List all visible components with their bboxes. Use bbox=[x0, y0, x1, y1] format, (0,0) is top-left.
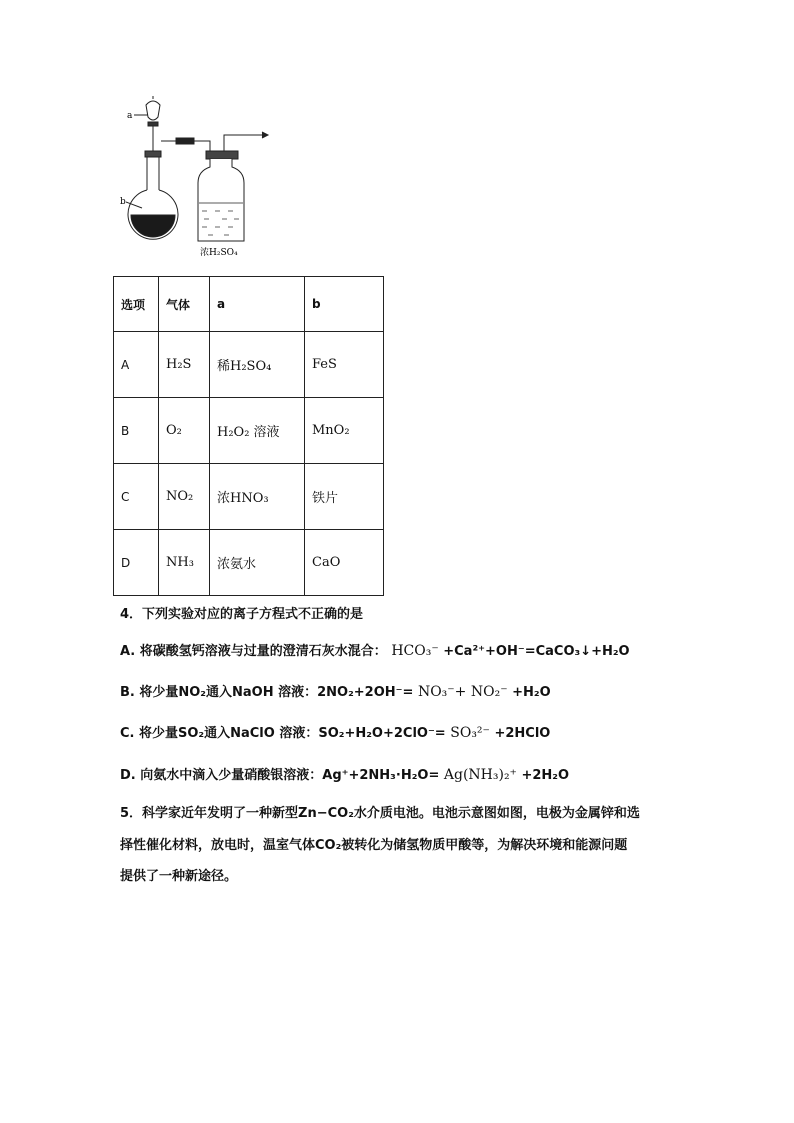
table-row bbox=[114, 398, 384, 464]
row-gas: NH₃ bbox=[159, 530, 210, 596]
option-d-formula: Ag(NH₃)₂⁺ bbox=[443, 767, 517, 783]
question-5-line-2: 择性催化材料，放电时，温室气体CO₂被转化为储氢物质甲酸等，为解决环境和能源问题 bbox=[120, 838, 628, 853]
question-4-stem: 4．下列实验对应的离子方程式不正确的是 bbox=[120, 607, 364, 622]
question-4-option-d bbox=[120, 764, 569, 783]
option-d-rest: +2H₂O bbox=[521, 768, 570, 783]
question-5-line-3: 提供了一种新途径。 bbox=[120, 869, 238, 884]
option-c-formula: SO₃²⁻ bbox=[450, 725, 490, 741]
row-gas: H₂S bbox=[159, 332, 210, 398]
row-a: 浓HNO₃ bbox=[210, 464, 305, 530]
figure-label-b: b bbox=[120, 197, 126, 207]
options-table bbox=[113, 276, 384, 596]
table-row bbox=[114, 464, 384, 530]
option-a-formula: HCO₃⁻ bbox=[391, 643, 439, 659]
option-c-text: C. 将少量SO₂通入NaClO 溶液：SO₂+H₂O+2ClO⁻= bbox=[120, 726, 446, 741]
row-a: 浓氨水 bbox=[210, 530, 305, 596]
option-b-rest: +H₂O bbox=[512, 685, 551, 700]
row-gas: O₂ bbox=[159, 398, 210, 464]
question-4-option-c bbox=[120, 722, 550, 741]
header-b: b bbox=[305, 277, 384, 332]
gas-apparatus-diagram bbox=[118, 95, 278, 260]
table-row bbox=[114, 332, 384, 398]
row-option: A bbox=[114, 332, 159, 398]
option-b-formula: NO₃⁻+ NO₂⁻ bbox=[417, 684, 508, 700]
option-a-rest: +Ca²⁺+OH⁻=CaCO₃↓+H₂O bbox=[443, 644, 630, 659]
header-option: 选项 bbox=[114, 277, 159, 332]
row-option: C bbox=[114, 464, 159, 530]
header-gas: 气体 bbox=[159, 277, 210, 332]
option-b-text: B. 将少量NO₂通入NaOH 溶液：2NO₂+2OH⁻= bbox=[120, 685, 414, 700]
question-4-option-a bbox=[120, 640, 630, 659]
table-header-row bbox=[114, 277, 384, 332]
row-gas: NO₂ bbox=[159, 464, 210, 530]
row-b: CaO bbox=[305, 530, 384, 596]
table-row bbox=[114, 530, 384, 596]
row-b: 铁片 bbox=[305, 464, 384, 530]
option-a-text: A. 将碳酸氢钙溶液与过量的澄清石灰水混合： bbox=[120, 644, 387, 659]
row-b: FeS bbox=[305, 332, 384, 398]
row-option: B bbox=[114, 398, 159, 464]
header-a: a bbox=[210, 277, 305, 332]
row-a: 稀H₂SO₄ bbox=[210, 332, 305, 398]
figure-label-a: a bbox=[127, 111, 133, 121]
question-4-option-b bbox=[120, 681, 551, 700]
option-d-text: D. 向氨水中滴入少量硝酸银溶液：Ag⁺+2NH₃·H₂O= bbox=[120, 768, 440, 783]
question-5-line-1: 5．科学家近年发明了一种新型Zn−CO₂水介质电池。电池示意图如图，电极为金属锌和选 bbox=[120, 806, 640, 821]
row-a: H₂O₂ 溶液 bbox=[210, 398, 305, 464]
row-option: D bbox=[114, 530, 159, 596]
figure-caption: 浓H₂SO₄ bbox=[200, 248, 238, 258]
option-c-rest: +2HClO bbox=[494, 726, 551, 741]
row-b: MnO₂ bbox=[305, 398, 384, 464]
